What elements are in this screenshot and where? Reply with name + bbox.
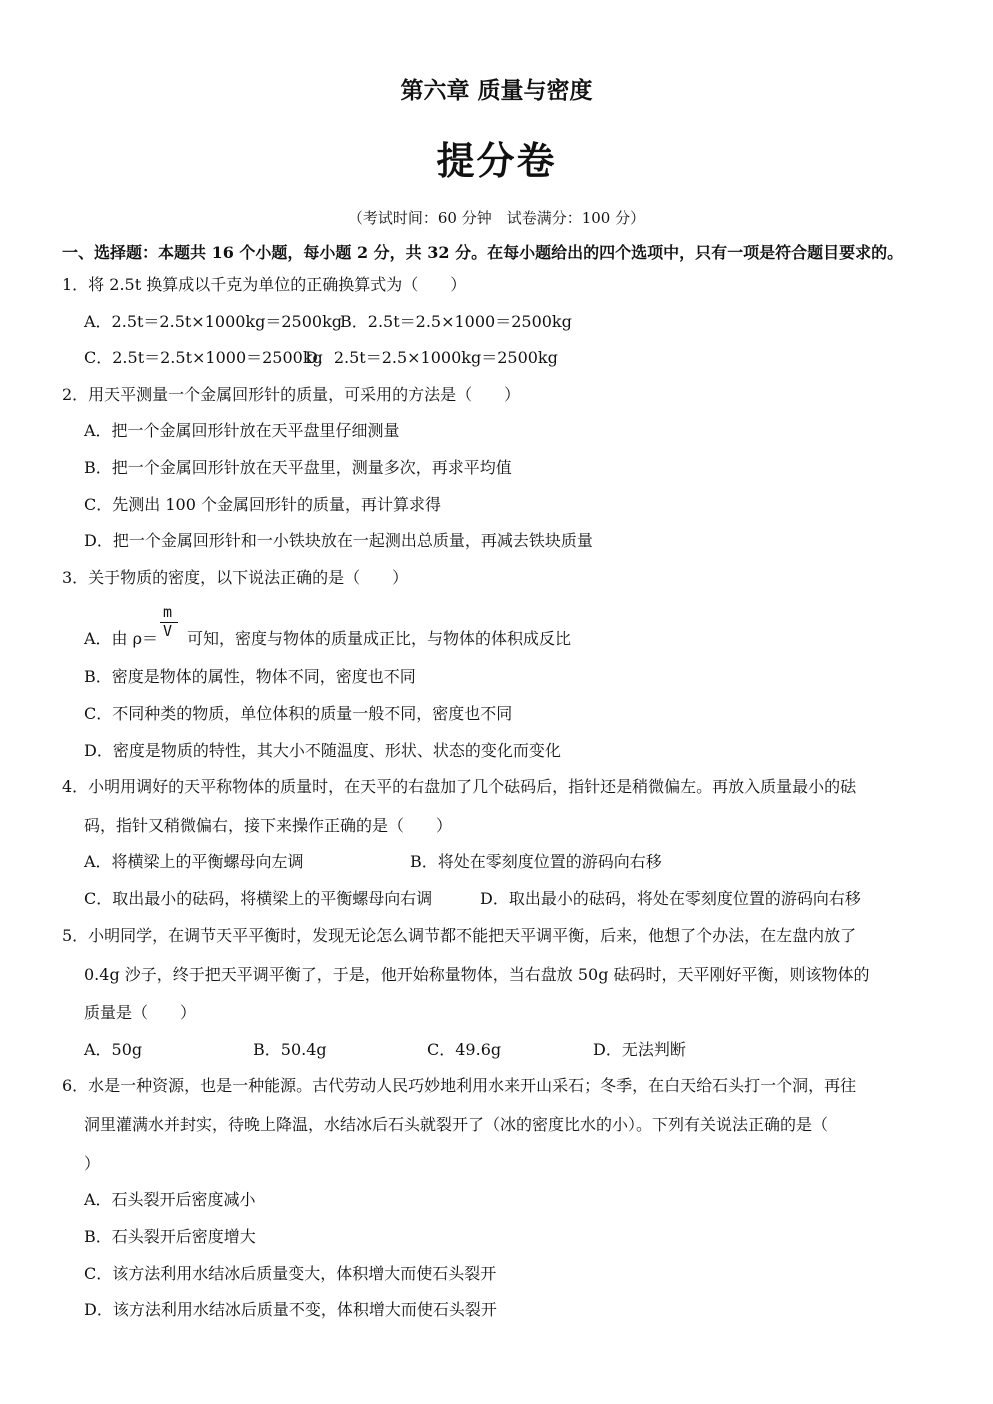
question-4-stem-line1: 4．小明用调好的天平称物体的质量时，在天平的右盘加了几个砝码后，指针还是稍微偏左。再放入质量最小的砝 xyxy=(62,777,857,796)
question-4-option-d: D．取出最小的砝码，将处在零刻度位置的游码向右移 xyxy=(480,889,861,908)
question-5-stem-line1: 5．小明同学，在调节天平平衡时，发现无论怎么调节都不能把天平调平衡，后来，他想了个办法，在左盘内放了 xyxy=(62,926,857,945)
page-title: 提分卷 xyxy=(436,138,557,183)
section-heading: 一、选择题：本题共 16 个小题，每小题 2 分，共 32 分。在每小题给出的四个选项中，只有一项是符合题目要求的。 xyxy=(62,243,904,262)
question-6-option-a: A．石头裂开后密度减小 xyxy=(84,1190,256,1209)
question-3-option-d: D．密度是物质的特性，其大小不随温度、形状、状态的变化而变化 xyxy=(84,741,561,760)
question-6-option-d: D．该方法利用水结冰后质量不变，体积增大而使石头裂开 xyxy=(84,1300,497,1319)
question-6-stem-line2: 洞里灌满水并封实，待晚上降温，水结冰后石头就裂开了（冰的密度比水的小）。下列有关说法正确的是（ xyxy=(84,1115,829,1134)
question-3-stem: 3．关于物质的密度，以下说法正确的是（ ） xyxy=(62,568,409,587)
exam-info: （考试时间：60 分钟 试卷满分：100 分） xyxy=(347,209,646,227)
question-5-stem-line2: 0.4g 沙子，终于把天平调平衡了，于是，他开始称量物体，当右盘放 50g 砝码时，天平刚好平衡，则该物体的 xyxy=(84,965,870,984)
question-1-option-c: C．2.5t＝2.5t×1000＝2500kg xyxy=(84,348,323,367)
question-5-option-c: C．49.6g xyxy=(427,1040,502,1059)
question-2-option-d: D．把一个金属回形针和一小铁块放在一起测出总质量，再减去铁块质量 xyxy=(84,531,593,550)
question-1-stem: 1．将 2.5t 换算成以千克为单位的正确换算式为（ ） xyxy=(62,275,467,294)
question-4-option-c: C．取出最小的砝码，将横梁上的平衡螺母向右调 xyxy=(84,889,433,908)
question-3-option-a-suffix: 可知，密度与物体的质量成正比，与物体的体积成反比 xyxy=(187,629,572,648)
question-6-option-b: B．石头裂开后密度增大 xyxy=(84,1227,256,1246)
question-5-stem-line3: 质量是（ ） xyxy=(84,1003,197,1022)
question-4-option-b: B．将处在零刻度位置的游码向右移 xyxy=(410,852,662,871)
question-4-stem-line2: 码，指针又稍微偏右，接下来操作正确的是（ ） xyxy=(84,816,453,835)
question-1-option-b: B．2.5t＝2.5×1000＝2500kg xyxy=(340,312,572,331)
question-3-option-a-prefix: A．由 ρ＝ xyxy=(84,629,159,648)
question-2-option-b: B．把一个金属回形针放在天平盘里，测量多次，再求平均值 xyxy=(84,458,512,477)
question-5-option-a: A．50g xyxy=(84,1040,143,1059)
question-6-stem-line3: ） xyxy=(84,1154,101,1173)
formula-denominator: V xyxy=(163,622,173,640)
question-5-option-d: D．无法判断 xyxy=(593,1040,686,1059)
question-2-option-a: A．把一个金属回形针放在天平盘里仔细测量 xyxy=(84,421,400,440)
formula-numerator: m xyxy=(163,603,173,621)
question-6-option-c: C．该方法利用水结冰后质量变大，体积增大而使石头裂开 xyxy=(84,1264,497,1283)
question-4-option-a: A．将横梁上的平衡螺母向左调 xyxy=(84,852,304,871)
question-3-option-b: B．密度是物体的属性，物体不同，密度也不同 xyxy=(84,667,416,686)
question-3-option-c: C．不同种类的物质，单位体积的质量一般不同，密度也不同 xyxy=(84,704,513,723)
question-5-option-b: B．50.4g xyxy=(253,1040,327,1059)
question-2-stem: 2．用天平测量一个金属回形针的质量，可采用的方法是（ ） xyxy=(62,385,521,404)
chapter-title: 第六章 质量与密度 xyxy=(400,77,593,104)
question-2-option-c: C．先测出 100 个金属回形针的质量，再计算求得 xyxy=(84,495,441,514)
question-1-option-a: A．2.5t＝2.5t×1000kg＝2500kg xyxy=(84,312,343,331)
question-6-stem-line1: 6．水是一种资源，也是一种能源。古代劳动人民巧妙地利用水来开山采石；冬季，在白天给石头打一个洞，再往 xyxy=(62,1076,857,1095)
question-1-option-d: D．2.5t＝2.5×1000kg＝2500kg xyxy=(305,348,558,367)
